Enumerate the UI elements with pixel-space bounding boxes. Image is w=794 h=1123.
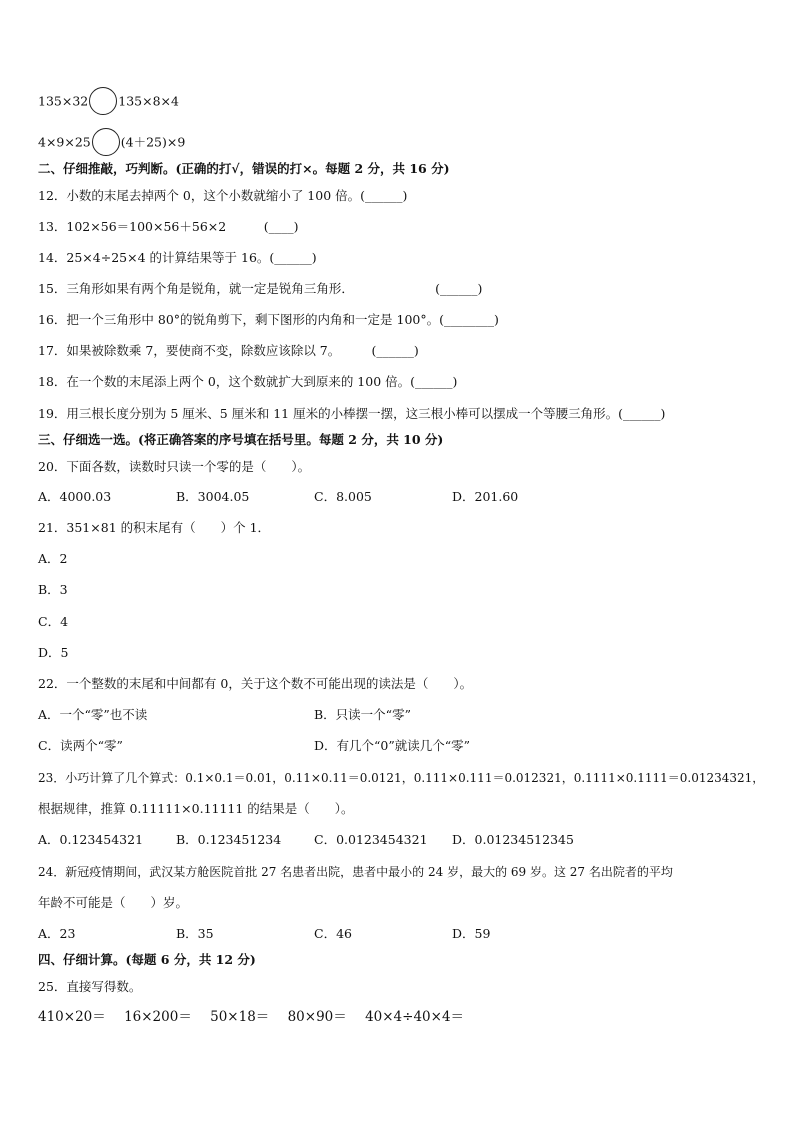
q23-option-d[interactable]: D．0.01234512345 <box>452 832 574 847</box>
q22-option-a[interactable]: A．一个“零”也不读 <box>38 707 148 722</box>
question-23-stem-line1: 23．小巧计算了几个算式：0.1×0.1＝0.01，0.11×0.11＝0.0121，0.111×0.111＝0.012321，0.1111×0.1111＝0.01234321， <box>38 771 765 785</box>
q20-option-c[interactable]: C．8.005 <box>314 489 372 504</box>
question-22-stem: 22．一个整数的末尾和中间都有 0，关于这个数不可能出现的读法是（ ）。 <box>38 676 473 691</box>
q24-option-c[interactable]: C．46 <box>314 926 352 941</box>
question-18: 18．在一个数的末尾添上两个 0，这个数就扩大到原来的 100 倍。(______) <box>38 374 458 389</box>
calc-item: 50×18＝ <box>210 1009 270 1025</box>
q20-option-b[interactable]: B．3004.05 <box>176 489 250 504</box>
q21-option-a[interactable]: A．2 <box>38 551 68 566</box>
compare-row-1 <box>38 88 179 116</box>
calc-item: 80×90＝ <box>287 1009 347 1025</box>
q20-option-a[interactable]: A．4000.03 <box>38 489 112 504</box>
section-2-title: 二、仔细推敲，巧判断。(正确的打√，错误的打×。每题 2 分，共 16 分) <box>38 161 450 176</box>
q21-option-b[interactable]: B．3 <box>38 582 68 597</box>
q22-option-d[interactable]: D．有几个“0”就读几个“零” <box>314 738 471 753</box>
question-21-stem: 21．351×81 的积末尾有（ ）个 1． <box>38 520 271 535</box>
q21-option-d[interactable]: D．5 <box>38 645 69 660</box>
calc-item: 40×4÷40×4＝ <box>365 1009 465 1025</box>
compare-blank-circle[interactable] <box>92 128 120 156</box>
question-13: 13．102×56＝100×56＋56×2 (____) <box>38 219 299 234</box>
question-20-stem: 20．下面各数，读数时只读一个零的是（ ）。 <box>38 459 311 474</box>
question-17: 17．如果被除数乘 7，要使商不变，除数应该除以 7。 (______) <box>38 343 419 358</box>
compare-left: 4×9×25 <box>38 134 91 150</box>
question-25-stem: 25．直接写得数。 <box>38 979 142 994</box>
compare-blank-circle[interactable] <box>89 87 117 115</box>
q21-option-c[interactable]: C．4 <box>38 614 69 629</box>
q23-option-c[interactable]: C．0.0123454321 <box>314 832 428 847</box>
question-12: 12．小数的末尾去掉两个 0，这个小数就缩小了 100 倍。(______) <box>38 188 408 203</box>
question-15: 15．三角形如果有两个角是锐角，就一定是锐角三角形． (______) <box>38 281 483 296</box>
mental-calc-row <box>38 1009 478 1025</box>
question-24-stem-line2: 年龄不可能是（ ）岁。 <box>38 895 189 910</box>
calc-item: 410×20＝ <box>38 1009 106 1025</box>
question-14: 14．25×4÷25×4 的计算结果等于 16。(______) <box>38 250 317 265</box>
question-19: 19．用三根长度分别为 5 厘米、5 厘米和 11 厘米的小棒摆一摆，这三根小棒可以摆成一个等腰三角形。(______) <box>38 406 666 421</box>
compare-right: 135×8×4 <box>118 93 179 109</box>
q24-option-b[interactable]: B．35 <box>176 926 214 941</box>
q23-option-a[interactable]: A．0.123454321 <box>38 832 144 847</box>
compare-left: 135×32 <box>38 93 89 109</box>
calc-item: 16×200＝ <box>124 1009 192 1025</box>
compare-right: (4＋25)×9 <box>120 134 186 150</box>
q20-option-d[interactable]: D．201.60 <box>452 489 519 504</box>
q24-option-a[interactable]: A．23 <box>38 926 76 941</box>
q22-option-c[interactable]: C．读两个“零” <box>38 738 123 753</box>
question-23-stem-line2: 根据规律，推算 0.11111×0.11111 的结果是（ ）。 <box>38 801 354 816</box>
question-24-stem-line1: 24．新冠疫情期间，武汉某方舱医院首批 27 名患者出院，患者中最小的 24 岁，最大的 69 岁。这 27 名出院者的平均 <box>38 865 673 879</box>
compare-row-2 <box>38 129 185 157</box>
q23-option-b[interactable]: B．0.123451234 <box>176 832 282 847</box>
q24-option-d[interactable]: D．59 <box>452 926 491 941</box>
q22-option-b[interactable]: B．只读一个“零” <box>314 707 411 722</box>
question-16: 16．把一个三角形中 80°的锐角剪下，剩下图形的内角和一定是 100°。(________) <box>38 312 499 327</box>
section-3-title: 三、仔细选一选。(将正确答案的序号填在括号里。每题 2 分，共 10 分) <box>38 432 444 447</box>
section-4-title: 四、仔细计算。(每题 6 分，共 12 分) <box>38 952 256 967</box>
